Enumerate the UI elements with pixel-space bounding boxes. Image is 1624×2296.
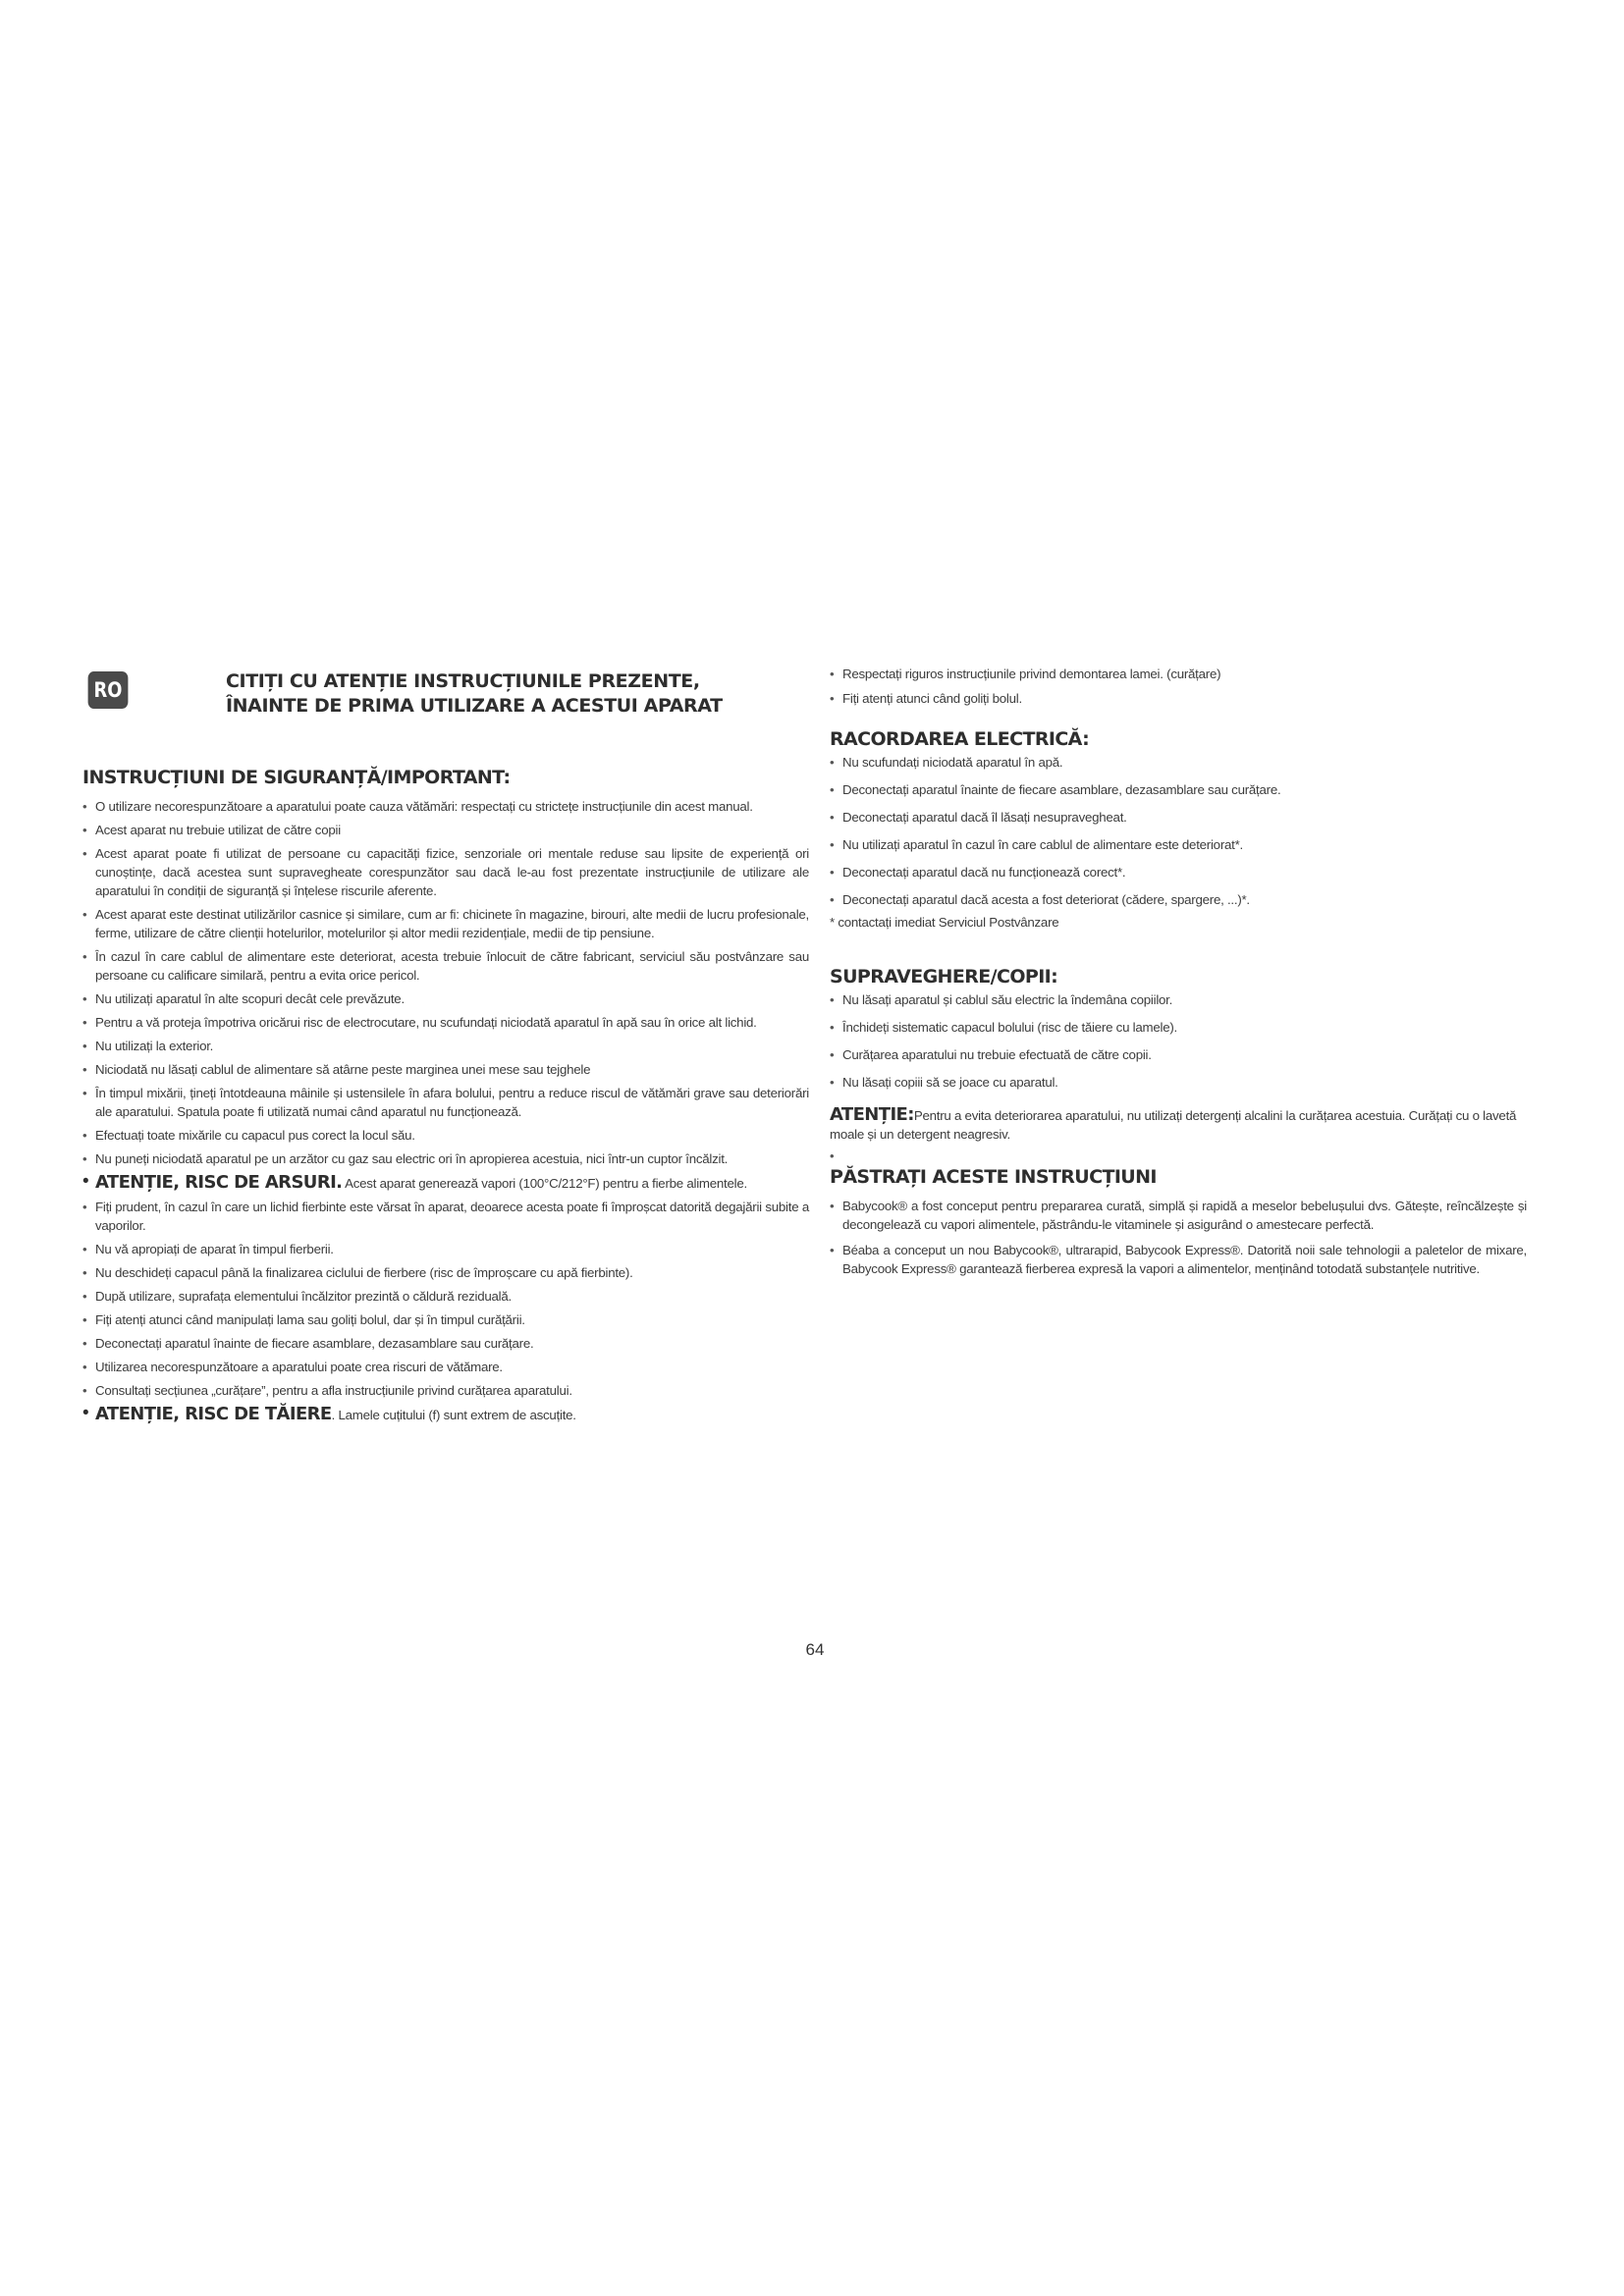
list-item: • Fiți atenți atunci când manipulați lama sau goliți bolul, dar și în timpul curățării.	[82, 1310, 809, 1329]
list-item: • O utilizare necorespunzătoare a aparatului poate cauza vătămări: respectați cu strictețe instrucțiunile din acest manual.	[82, 797, 809, 816]
list-item: • După utilizare, suprafața elementului încălzitor prezintă o căldură reziduală.	[82, 1287, 809, 1306]
list-item: • Nu puneți niciodată aparatul pe un arzător cu gaz sau electric ori în apropierea acestuia, nici într-un cuptor încălzit.	[82, 1149, 809, 1168]
page-number: 64	[805, 1640, 825, 1659]
page-title-line-1: CITIȚI CU ATENȚIE INSTRUCȚIUNILE PREZENTE,	[226, 670, 700, 692]
list-item: • Acest aparat nu trebuie utilizat de către copii	[82, 821, 809, 839]
list-item: • În cazul în care cablul de alimentare este deteriorat, acesta trebuie înlocuit de către fabricant, serviciul său postvânzare sau persoane cu calificare similară, pentru a evita orice pericol.	[82, 947, 809, 985]
attention-paragraph	[830, 1105, 1527, 1144]
bullet-marker: •	[830, 1148, 835, 1163]
list-item: • Nu utilizați aparatul în alte scopuri decât cele prevăzute.	[82, 989, 809, 1008]
service-note: * contactați imediat Serviciul Postvânzare	[830, 915, 1059, 930]
list-item: • Deconectați aparatul dacă îl lăsați nesupravegheat.	[830, 808, 1527, 827]
list-item: • Consultați secțiunea „curățare”, pentru a afla instrucțiunile privind curățarea aparatului.	[82, 1381, 809, 1400]
list-item: • Deconectați aparatul înainte de fiecare asamblare, dezasamblare sau curățare.	[82, 1334, 809, 1353]
list-item: • Utilizarea necorespunzătoare a aparatului poate crea riscuri de vătămare.	[82, 1358, 809, 1376]
list-item: • Deconectați aparatul înainte de fiecare asamblare, dezasamblare sau curățare.	[830, 780, 1527, 799]
cut-warning	[82, 1405, 809, 1424]
list-item: • Babycook® a fost conceput pentru prepararea curată, simplă și rapidă a meselor bebelușului dvs. Gătește, reîncălzește și decongelează cu vapori alimentele, păstrându-le vitaminele și asigurând o amestecare perfectă.	[830, 1197, 1527, 1234]
language-badge: RO	[88, 671, 129, 709]
cut-warning-text: . Lamele cuțitului (f) sunt extrem de ascuțite.	[331, 1408, 576, 1422]
list-item: • Nu deschideți capacul până la finalizarea ciclului de fierbere (risc de împroșcare cu apă fierbinte).	[82, 1263, 809, 1282]
list-item: • Niciodată nu lăsați cablul de alimentare să atârne peste marginea unei mese sau tejghele	[82, 1060, 809, 1079]
blade-list	[830, 665, 1527, 708]
list-item: • Nu utilizați aparatul în cazul în care cablul de alimentare este deteriorat*.	[830, 835, 1527, 854]
list-item: • Nu scufundați niciodată aparatul în apă.	[830, 753, 1527, 772]
list-item: • Închideți sistematic capacul bolului (risc de tăiere cu lamele).	[830, 1018, 1527, 1037]
burn-warning-title: ATENȚIE, RISC DE ARSURI.	[95, 1172, 343, 1193]
list-item: • Fiți prudent, în cazul în care un lichid fierbinte este vărsat în aparat, deoarece acesta poate fi împroșcat datorită degajării subite a vaporilor.	[82, 1198, 809, 1235]
left-column	[82, 766, 809, 1424]
list-item: • În timpul mixării, țineți întotdeauna mâinile și ustensilele în afara bolului, pentru a reduce riscul de vătămări grave sau deteriorări ale aparatului. Spatula poate fi utilizată numai când aparatul nu funcționează.	[82, 1084, 809, 1121]
right-column	[830, 665, 1527, 1278]
electric-heading: RACORDAREA ELECTRICĂ:	[830, 728, 1090, 750]
list-item: • Nu lăsați copiii să se joace cu aparatul.	[830, 1073, 1527, 1092]
attention-text: Pentru a evita deteriorarea aparatului, nu utilizați detergenți alcalini la curățarea acestuia. Curățați cu o lavetă moale și un detergent neagresiv.	[830, 1108, 1517, 1142]
list-item: • Nu utilizați la exterior.	[82, 1037, 809, 1055]
keep-instructions-heading: PĂSTRAȚI ACESTE INSTRUCȚIUNI	[830, 1166, 1157, 1188]
list-item: • Pentru a vă proteja împotriva oricărui risc de electrocutare, nu scufundați niciodată aparatul în apă sau în orice alt lichid.	[82, 1013, 809, 1032]
list-item: • Fiți atenți atunci când goliți bolul.	[830, 689, 1527, 708]
safety-list	[82, 797, 809, 1424]
supervision-heading: SUPRAVEGHERE/COPII:	[830, 966, 1058, 988]
electric-list	[830, 753, 1527, 909]
list-item: • Deconectați aparatul dacă nu funcționează corect*.	[830, 863, 1527, 881]
list-item: • Acest aparat poate fi utilizat de persoane cu capacități fizice, senzoriale ori mentale reduse sau lipsite de experiență ori cunoștințe, dacă acestea sunt supravegheate corespunzător sau dacă le-au fost prezentate instrucțiunile de utilizare ale aparatului în condiții de siguranță și înțelese riscurile aferente.	[82, 844, 809, 900]
page-title	[226, 669, 723, 719]
list-item: • Curățarea aparatului nu trebuie efectuată de către copii.	[830, 1045, 1527, 1064]
list-item: • Efectuați toate mixările cu capacul pus corect la locul său.	[82, 1126, 809, 1145]
page-title-line-2: ÎNAINTE DE PRIMA UTILIZARE A ACESTUI APARAT	[226, 695, 723, 717]
keep-list	[830, 1197, 1527, 1278]
safety-heading: INSTRUCȚIUNI DE SIGURANȚĂ/IMPORTANT:	[82, 767, 511, 788]
attention-title: ATENȚIE:	[830, 1104, 914, 1125]
list-item: • Nu vă apropiați de aparat în timpul fierberii.	[82, 1240, 809, 1258]
burn-warning	[82, 1173, 809, 1193]
list-item: • Deconectați aparatul dacă acesta a fost deteriorat (cădere, spargere, ...)*.	[830, 890, 1527, 909]
list-item: • Nu lăsați aparatul și cablul său electric la îndemâna copiilor.	[830, 990, 1527, 1009]
list-item: • Acest aparat este destinat utilizărilor casnice și similare, cum ar fi: chicinete în magazine, birouri, alte medii de lucru profesionale, ferme, utilizare de către clienții hotelurilor, motelurilor și altor medii rezidențiale, medii de tip pensiune.	[82, 905, 809, 942]
burn-warning-text: Acest aparat generează vapori (100°C/212°F) pentru a fierbe alimentele.	[345, 1176, 747, 1191]
list-item: • Respectați riguros instrucțiunile privind demontarea lamei. (curățare)	[830, 665, 1527, 683]
cut-warning-title: ATENȚIE, RISC DE TĂIERE	[95, 1404, 332, 1424]
supervision-list	[830, 990, 1527, 1092]
list-item: • Béaba a conceput un nou Babycook®, ultrarapid, Babycook Express®. Datorită noii sale tehnologii a paletelor de mixare, Babycook Express® garantează fierberea expresă la vapori a alimentelor, menținând totodată substanțele nutritive.	[830, 1241, 1527, 1278]
